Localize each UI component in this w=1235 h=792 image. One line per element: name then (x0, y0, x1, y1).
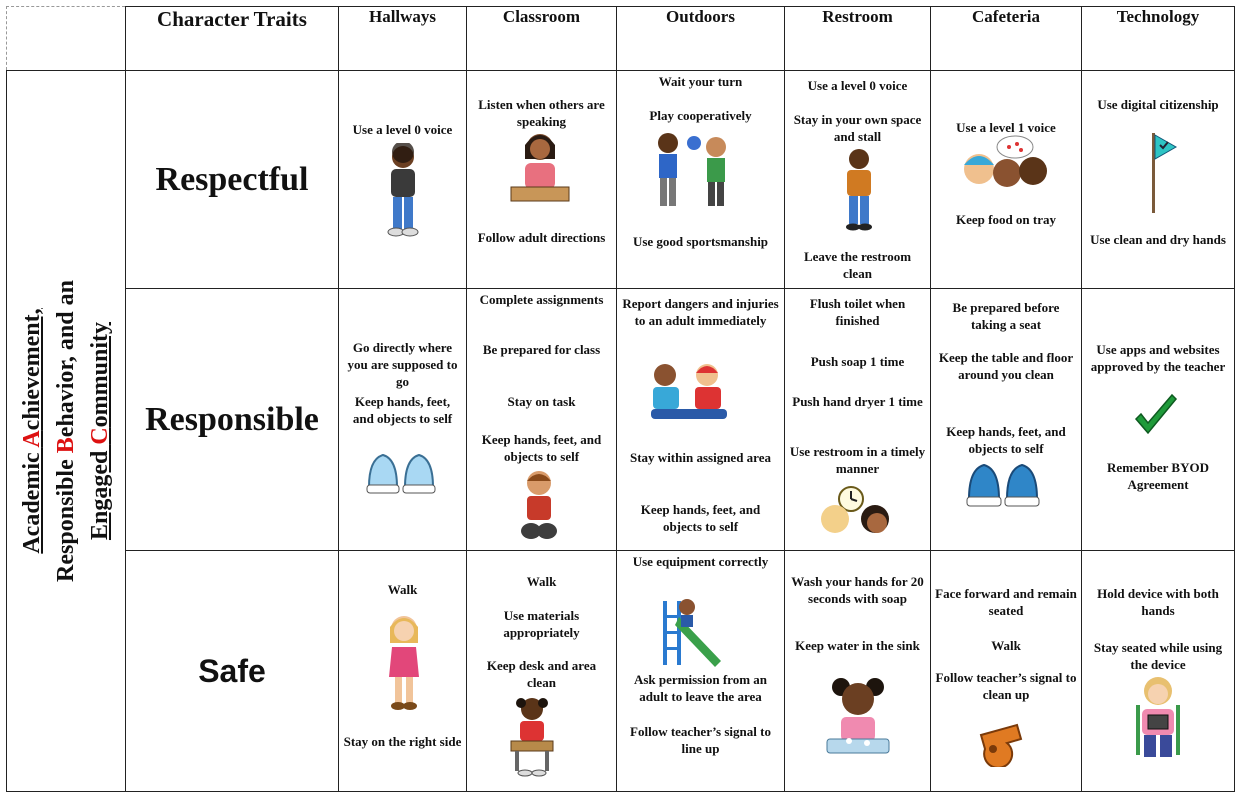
expectation: Play cooperatively (649, 108, 752, 123)
expectation: Stay in your own space and stall (793, 112, 922, 144)
expectation: Push hand dryer 1 time (792, 394, 923, 409)
expectation: Use apps and websites approved by the teacher (1090, 342, 1226, 374)
header-row (7, 7, 1235, 71)
helping-kids-icon (641, 361, 737, 427)
listening-girl-icon (507, 129, 573, 209)
trait-safe: Safe (126, 551, 339, 792)
handwashing-girl-icon (823, 675, 893, 759)
expectation: Keep desk and area clean (486, 658, 597, 690)
expectation: Use restroom in a timely manner (789, 444, 926, 476)
expectation: Stay on task (507, 394, 576, 409)
cell-responsible-technology (1082, 289, 1235, 551)
expectation: Stay on the right side (343, 734, 462, 749)
standing-boy-icon (383, 143, 423, 239)
cell-respectful-outdoors (617, 71, 785, 289)
expectation: Keep food on tray (955, 212, 1057, 227)
header-character-traits: Character Traits (126, 7, 339, 71)
header-technology: Technology (1082, 7, 1235, 71)
expectation: Use materials appropriately (503, 608, 580, 640)
expectation: Walk (387, 582, 418, 597)
cell-responsible-hallways (339, 289, 467, 551)
expectation: Hold device with both hands (1097, 586, 1219, 618)
cell-safe-outdoors (617, 551, 785, 792)
whistle-icon (977, 719, 1033, 767)
cell-respectful-cafeteria (931, 71, 1082, 289)
expectation: Wash your hands for 20 seconds with soap (791, 574, 924, 606)
expectation: Use a level 0 voice (807, 78, 908, 93)
corner-cell (7, 7, 126, 71)
side-title: Academic Achievement, Responsible Behavior, and an Engaged Community (19, 280, 113, 582)
expectation: Use equipment correctly (632, 554, 769, 569)
expectation: Be prepared before taking a seat (952, 300, 1060, 332)
cell-respectful-hallways (339, 71, 467, 289)
expectation: Leave the restroom clean (803, 249, 912, 281)
header-restroom: Restroom (785, 7, 931, 71)
expectation: Use good sportsmanship (632, 234, 769, 249)
cell-responsible-cafeteria (931, 289, 1082, 551)
expectation: Face forward and remain seated (935, 586, 1077, 618)
expectation: Follow teacher’s signal to line up (630, 724, 771, 756)
expectation: Complete assignments (479, 292, 604, 307)
walking-girl-icon (383, 613, 425, 713)
expectation: Follow adult directions (477, 230, 606, 245)
expectation: Keep the table and floor around you clean (938, 350, 1074, 382)
cell-respectful-restroom (785, 71, 931, 289)
trait-responsible: Responsible (126, 289, 339, 551)
slide-icon (657, 591, 727, 669)
row-responsible (7, 289, 1235, 551)
expectation: Use a level 0 voice (352, 122, 453, 137)
expectation: Keep hands, feet, and objects to self (352, 394, 453, 426)
desk-girl-icon (507, 695, 557, 777)
cell-responsible-classroom (467, 289, 617, 551)
expectation: Use clean and dry hands (1090, 232, 1226, 247)
expectation: Keep hands, feet, and objects to self (946, 424, 1066, 456)
clock-kids-icon (813, 485, 905, 533)
side-title-cell (7, 71, 126, 792)
standing-boy-icon (841, 147, 877, 233)
cell-safe-hallways (339, 551, 467, 792)
header-cafeteria: Cafeteria (931, 7, 1082, 71)
playing-kids-icon (650, 129, 734, 213)
expectation: Stay seated while using the device (1093, 640, 1223, 672)
behavior-matrix-table (6, 6, 1235, 792)
trait-respectful: Respectful (126, 71, 339, 289)
row-safe (7, 551, 1235, 792)
row-respectful (7, 71, 1235, 289)
expectation: Be prepared for class (482, 342, 601, 357)
expectation: Keep water in the sink (795, 638, 920, 653)
expectation: Use a level 1 voice (956, 120, 1056, 135)
sneakers-icon (965, 459, 1041, 511)
cell-respectful-technology (1082, 71, 1235, 289)
cell-safe-classroom (467, 551, 617, 792)
flag-icon (1148, 131, 1178, 215)
sitting-boy-icon (517, 469, 561, 547)
cell-safe-technology (1082, 551, 1235, 792)
expectation: Use digital citizenship (1097, 97, 1219, 112)
cell-safe-restroom (785, 551, 931, 792)
expectation: Push soap 1 time (810, 354, 905, 369)
expectation: Walk (991, 638, 1021, 653)
cell-respectful-classroom (467, 71, 617, 289)
cell-safe-cafeteria (931, 551, 1082, 792)
expectation: Go directly where you are supposed to go (347, 340, 458, 389)
expectation: Report dangers and injuries to an adult immediately (622, 296, 779, 328)
expectation: Ask permission from an adult to leave the area (633, 672, 768, 704)
expectation: Listen when others are speaking (478, 97, 605, 129)
expectation: Walk (526, 574, 557, 589)
whispering-kids-icon (957, 135, 1053, 191)
sneakers-icon (365, 449, 437, 497)
header-hallways: Hallways (339, 7, 467, 71)
expectation: Stay within assigned area (630, 450, 771, 465)
cell-responsible-outdoors (617, 289, 785, 551)
checkmark-icon (1132, 393, 1180, 441)
expectation: Remember BYOD Agreement (1107, 460, 1209, 492)
expectation: Follow teacher’s signal to clean up (935, 670, 1077, 702)
expectation: Flush toilet when finished (809, 296, 906, 328)
tablet-girl-icon (1132, 675, 1184, 767)
cell-responsible-restroom (785, 289, 931, 551)
expectation: Keep hands, feet, and objects to self (481, 432, 602, 464)
expectation: Keep hands, feet, and objects to self (640, 502, 761, 534)
header-classroom: Classroom (467, 7, 617, 71)
expectation: Wait your turn (658, 74, 743, 89)
header-outdoors: Outdoors (617, 7, 785, 71)
